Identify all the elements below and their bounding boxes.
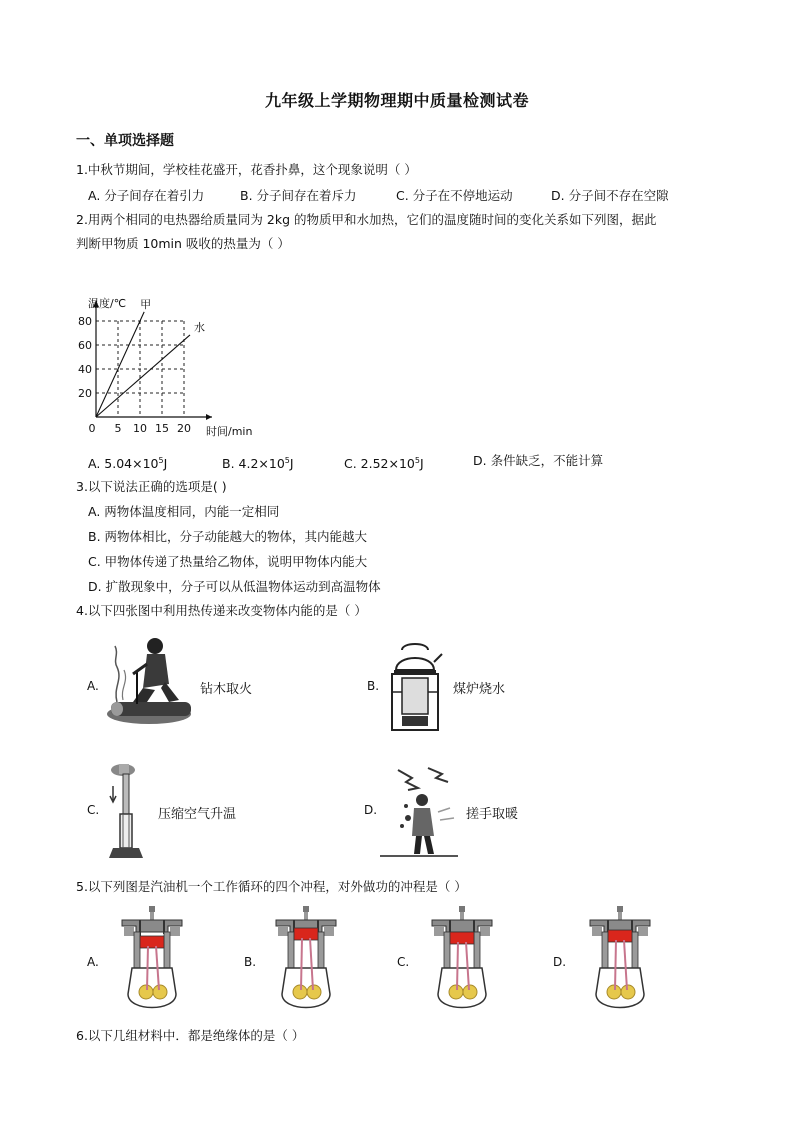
section-heading: 一、单项选择题 <box>76 133 174 149</box>
question-2-stem-line1: 2.用两个相同的电热器给质量同为 2kg 的物质甲和水加热，它们的温度随时间的变化关系如下列图，据此 <box>76 212 657 227</box>
drilling-wood-illustration <box>103 632 195 730</box>
cylinder-wall-right <box>318 932 324 968</box>
piston <box>140 936 164 948</box>
x-tick-label-20: 20 <box>177 422 191 435</box>
question-4-stem: 4.以下四张图中利用热传递来改变物体内能的是（ ） <box>76 603 367 618</box>
q2-option-a-base: A. 5.04×10 <box>88 456 159 472</box>
cylinder-wall-left <box>134 932 140 968</box>
q2-option-b-base: B. 4.2×10 <box>222 456 285 472</box>
y-tick-label-80: 80 <box>78 315 92 328</box>
crank-gear-right <box>153 985 167 999</box>
q5-option-b-letter[interactable]: B. <box>244 955 257 969</box>
crank-gear-right <box>621 985 635 999</box>
q4-option-a-caption: 钻木取火 <box>200 682 253 697</box>
q1-option-d[interactable]: D. 分子间不存在空隙 <box>551 188 669 203</box>
crank-gear-left <box>139 985 153 999</box>
crank-gear-left <box>449 985 463 999</box>
q3-option-b[interactable]: B. 两物体相比，分子动能越大的物体，其内能越大 <box>88 529 368 544</box>
piston <box>450 932 474 944</box>
engine-stroke-diagram-c <box>428 906 496 1016</box>
y-tick-label-40: 40 <box>78 363 92 376</box>
q5-option-c-letter[interactable]: C. <box>397 955 410 969</box>
intake-port <box>278 926 288 936</box>
cylinder-wall-right <box>164 932 170 968</box>
intake-port <box>434 926 444 936</box>
x-axis-arrow <box>206 414 212 420</box>
exhaust-port <box>480 926 490 936</box>
question-6-stem: 6.以下几组材料中．都是绝缘体的是（ ） <box>76 1028 305 1043</box>
q4-option-b-caption: 煤炉烧水 <box>453 682 506 697</box>
q4-option-b-letter[interactable]: B. <box>367 679 380 693</box>
q2-option-b[interactable] <box>222 452 294 473</box>
spark-plug-cap <box>459 906 465 912</box>
engine-stroke-diagram-a <box>118 906 186 1016</box>
connecting-rod-left <box>301 938 302 990</box>
coal-stove-kettle-illustration <box>388 632 443 732</box>
question-3-stem: 3.以下说法正确的选项是( ) <box>76 479 227 494</box>
piston <box>294 928 318 940</box>
q1-option-b[interactable]: B. 分子间存在着斥力 <box>240 188 357 203</box>
q2-option-c[interactable] <box>344 452 424 473</box>
q1-option-a[interactable]: A. 分子间存在着引力 <box>88 188 205 203</box>
y-tick-label-20: 20 <box>78 387 92 400</box>
crank-gear-left <box>293 985 307 999</box>
q4-option-c-caption: 压缩空气升温 <box>158 807 237 822</box>
q3-option-c[interactable]: C. 甲物体传递了热量给乙物体，说明甲物体内能大 <box>88 554 368 569</box>
q2-option-b-unit: J <box>289 456 294 472</box>
question-1-stem: 1.中秋节期间，学校桂花盛开，花香扑鼻，这个现象说明（ ） <box>76 162 417 177</box>
q4-option-d-letter[interactable]: D. <box>364 803 378 817</box>
cylinder-wall-right <box>632 932 638 968</box>
q2-option-d[interactable]: D. 条件缺乏，不能计算 <box>473 453 604 468</box>
q2-option-a-exp: 5 <box>158 456 164 465</box>
page-title: 九年级上学期物理期中质量检测试卷 <box>264 91 529 110</box>
exhaust-port <box>324 926 334 936</box>
crank-gear-right <box>463 985 477 999</box>
engine-stroke-diagram-d <box>586 906 654 1016</box>
q4-option-d-caption: 搓手取暖 <box>466 807 519 822</box>
x-tick-label-5: 5 <box>114 422 122 435</box>
q4-option-a-letter[interactable]: A. <box>87 679 99 693</box>
connecting-rod-left <box>147 946 148 990</box>
q5-option-a-letter[interactable]: A. <box>87 955 99 969</box>
question-5-stem: 5.以下列图是汽油机一个工作循环的四个冲程，对外做功的冲程是（ ） <box>76 879 467 894</box>
x-axis-label: 时间/min <box>206 425 253 438</box>
q2-option-c-unit: J <box>419 456 424 472</box>
cylinder-wall-left <box>602 932 608 968</box>
x-tick-label-10: 10 <box>133 422 147 435</box>
q3-option-d[interactable]: D. 扩散现象中，分子可以从低温物体运动到高温物体 <box>88 579 381 594</box>
crank-gear-left <box>607 985 621 999</box>
q2-option-c-exp: 5 <box>414 456 420 465</box>
exhaust-port <box>638 926 648 936</box>
crank-gear-right <box>307 985 321 999</box>
x-tick-label-15: 15 <box>155 422 169 435</box>
series-label-jia: 甲 <box>140 297 152 311</box>
cylinder-wall-left <box>444 932 450 968</box>
question-2-stem-line2: 判断甲物质 10min 吸收的热量为（ ） <box>76 236 290 251</box>
exhaust-port <box>170 926 180 936</box>
y-tick-label-60: 60 <box>78 339 92 352</box>
engine-stroke-diagram-b <box>272 906 340 1016</box>
q4-option-c-letter[interactable]: C. <box>87 803 100 817</box>
temperature-time-chart <box>70 288 280 448</box>
q2-option-a[interactable] <box>88 452 167 473</box>
air-compression-device-illustration <box>105 760 153 860</box>
intake-port <box>592 926 602 936</box>
connecting-rod-left <box>615 940 616 990</box>
q2-option-b-exp: 5 <box>284 456 290 465</box>
q2-option-c-base: C. 2.52×10 <box>344 456 415 472</box>
series-line-jia <box>96 312 144 417</box>
q1-option-c[interactable]: C. 分子在不停地运动 <box>396 188 513 203</box>
series-label-water: 水 <box>194 320 205 334</box>
series-line-water <box>96 335 190 417</box>
spark-plug-cap <box>149 906 155 912</box>
spark-plug-cap <box>303 906 309 912</box>
piston <box>608 930 632 942</box>
q2-option-a-unit: J <box>163 456 168 472</box>
q3-option-a[interactable]: A. 两物体温度相同，内能一定相同 <box>88 504 280 519</box>
spark-plug-cap <box>617 906 623 912</box>
cylinder-wall-left <box>288 932 294 968</box>
connecting-rod-left <box>457 942 458 990</box>
cylinder-wall-right <box>474 932 480 968</box>
rubbing-hands-illustration <box>378 764 460 860</box>
intake-port <box>124 926 134 936</box>
y-axis-label: 温度/℃ <box>88 297 127 310</box>
q5-option-d-letter[interactable]: D. <box>553 955 567 969</box>
x-tick-label-0: 0 <box>88 422 96 435</box>
